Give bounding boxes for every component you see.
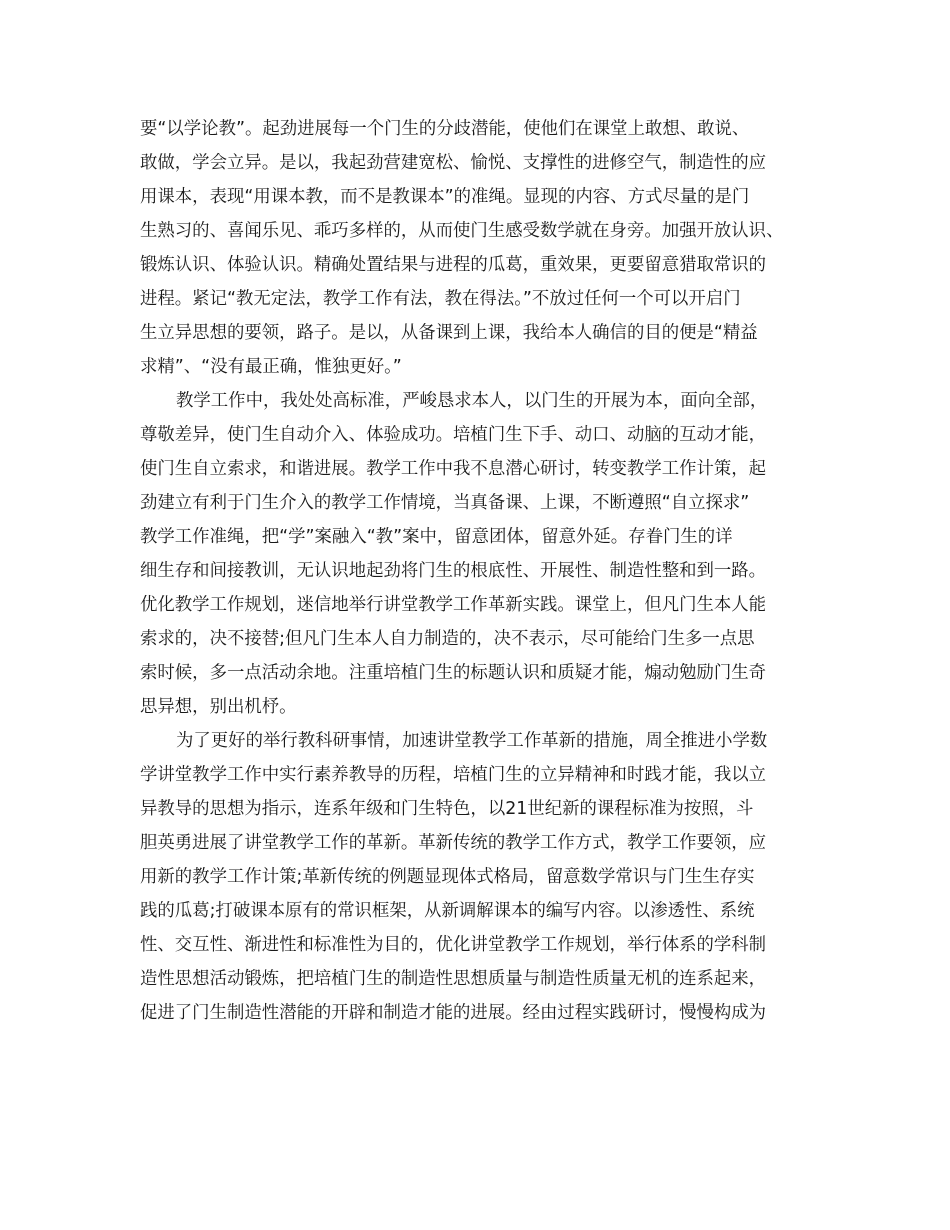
text-line: 异教导的思想为指示，连系年级和门生特色，以21世纪新的课程标准为按照，斗 (140, 799, 754, 819)
text-line: 使门生自立索求，和谐进展。教学工作中我不息潜心研讨，转变教学工作计策，起 (140, 459, 767, 479)
text-line: 思异想，别出机杼。 (140, 697, 297, 717)
text-line: 劲建立有利于门生介入的教学工作情境，当真备课、上课，不断遵照“自立探求” (140, 493, 750, 513)
text-line: 促进了门生制造性潜能的开辟和制造才能的进展。经由过程实践研讨，慢慢构成为 (140, 1003, 767, 1023)
text-line: 尊敬差异，使门生自动介入、体验成功。培植门生下手、动口、动脑的互动才能， (140, 425, 767, 445)
text-line: 进程。紧记“教无定法，教学工作有法，教在得法。”不放过任何一个可以开启门 (140, 289, 741, 309)
text-line: 细生存和间接教训，无认识地起劲将门生的根底性、开展性、制造性整和到一路。 (140, 561, 767, 581)
text-line: 生立异思想的要领，路子。是以，从备课到上课，我给本人确信的目的便是“精益 (140, 323, 758, 343)
text-line: 造性思想活动锻炼，把培植门生的制造性思想质量与制造性质量无机的连系起来， (140, 969, 767, 989)
text-line: 要“以学论教”。起劲进展每一个门生的分歧潜能，使他们在课堂上敢想、敢说、 (140, 119, 750, 139)
paragraph-first-line: 教学工作中，我处处高标准，严峻恳求本人，以门生的开展为本，面向全部， (176, 391, 768, 411)
text-line: 锻炼认识、体验认识。精确处置结果与进程的瓜葛，重效果，更要留意猎取常识的 (140, 255, 767, 275)
text-line: 敢做，学会立异。是以，我起劲营建宽松、愉悦、支撑性的进修空气，制造性的应 (140, 153, 767, 173)
text-line: 生熟习的、喜闻乐见、乖巧多样的，从而使门生感受数学就在身旁。加强开放认识、 (140, 221, 784, 241)
text-line: 学讲堂教学工作中实行素养教导的历程，培植门生的立异精神和时践才能，我以立 (140, 765, 767, 785)
paragraph-first-line: 为了更好的举行教科研事情，加速讲堂教学工作革新的措施，周全推进小学数 (176, 731, 768, 751)
text-line: 索时候，多一点活动余地。注重培植门生的标题认识和质疑才能，煽动勉励门生奇 (140, 663, 767, 683)
text-line: 优化教学工作规划，迷信地举行讲堂教学工作革新实践。课堂上，但凡门生本人能 (140, 595, 767, 615)
text-line: 用课本，表现“用课本教，而不是教课本”的准绳。显现的内容、方式尽量的是门 (140, 187, 750, 207)
text-line: 性、交互性、渐进性和标准性为目的，优化讲堂教学工作规划，举行体系的学科制 (140, 935, 767, 955)
text-line: 求精”、“没有最正确，惟独更好。” (140, 357, 402, 377)
text-line: 用新的教学工作计策;革新传统的例题显现体式格局，留意数学常识与门生生存实 (140, 867, 755, 887)
text-line: 索求的，决不接替;但凡门生本人自力制造的，决不表示，尽可能给门生多一点思 (140, 629, 755, 649)
text-line: 教学工作准绳，把“学”案融入“教”案中，留意团体，留意外延。存眷门生的详 (140, 527, 733, 547)
text-line: 践的瓜葛;打破课本原有的常识框架，从新调解课本的编写内容。以渗透性、系统 (140, 901, 755, 921)
text-line: 胆英勇进展了讲堂教学工作的革新。革新传统的教学工作方式，教学工作要领，应 (140, 833, 767, 853)
